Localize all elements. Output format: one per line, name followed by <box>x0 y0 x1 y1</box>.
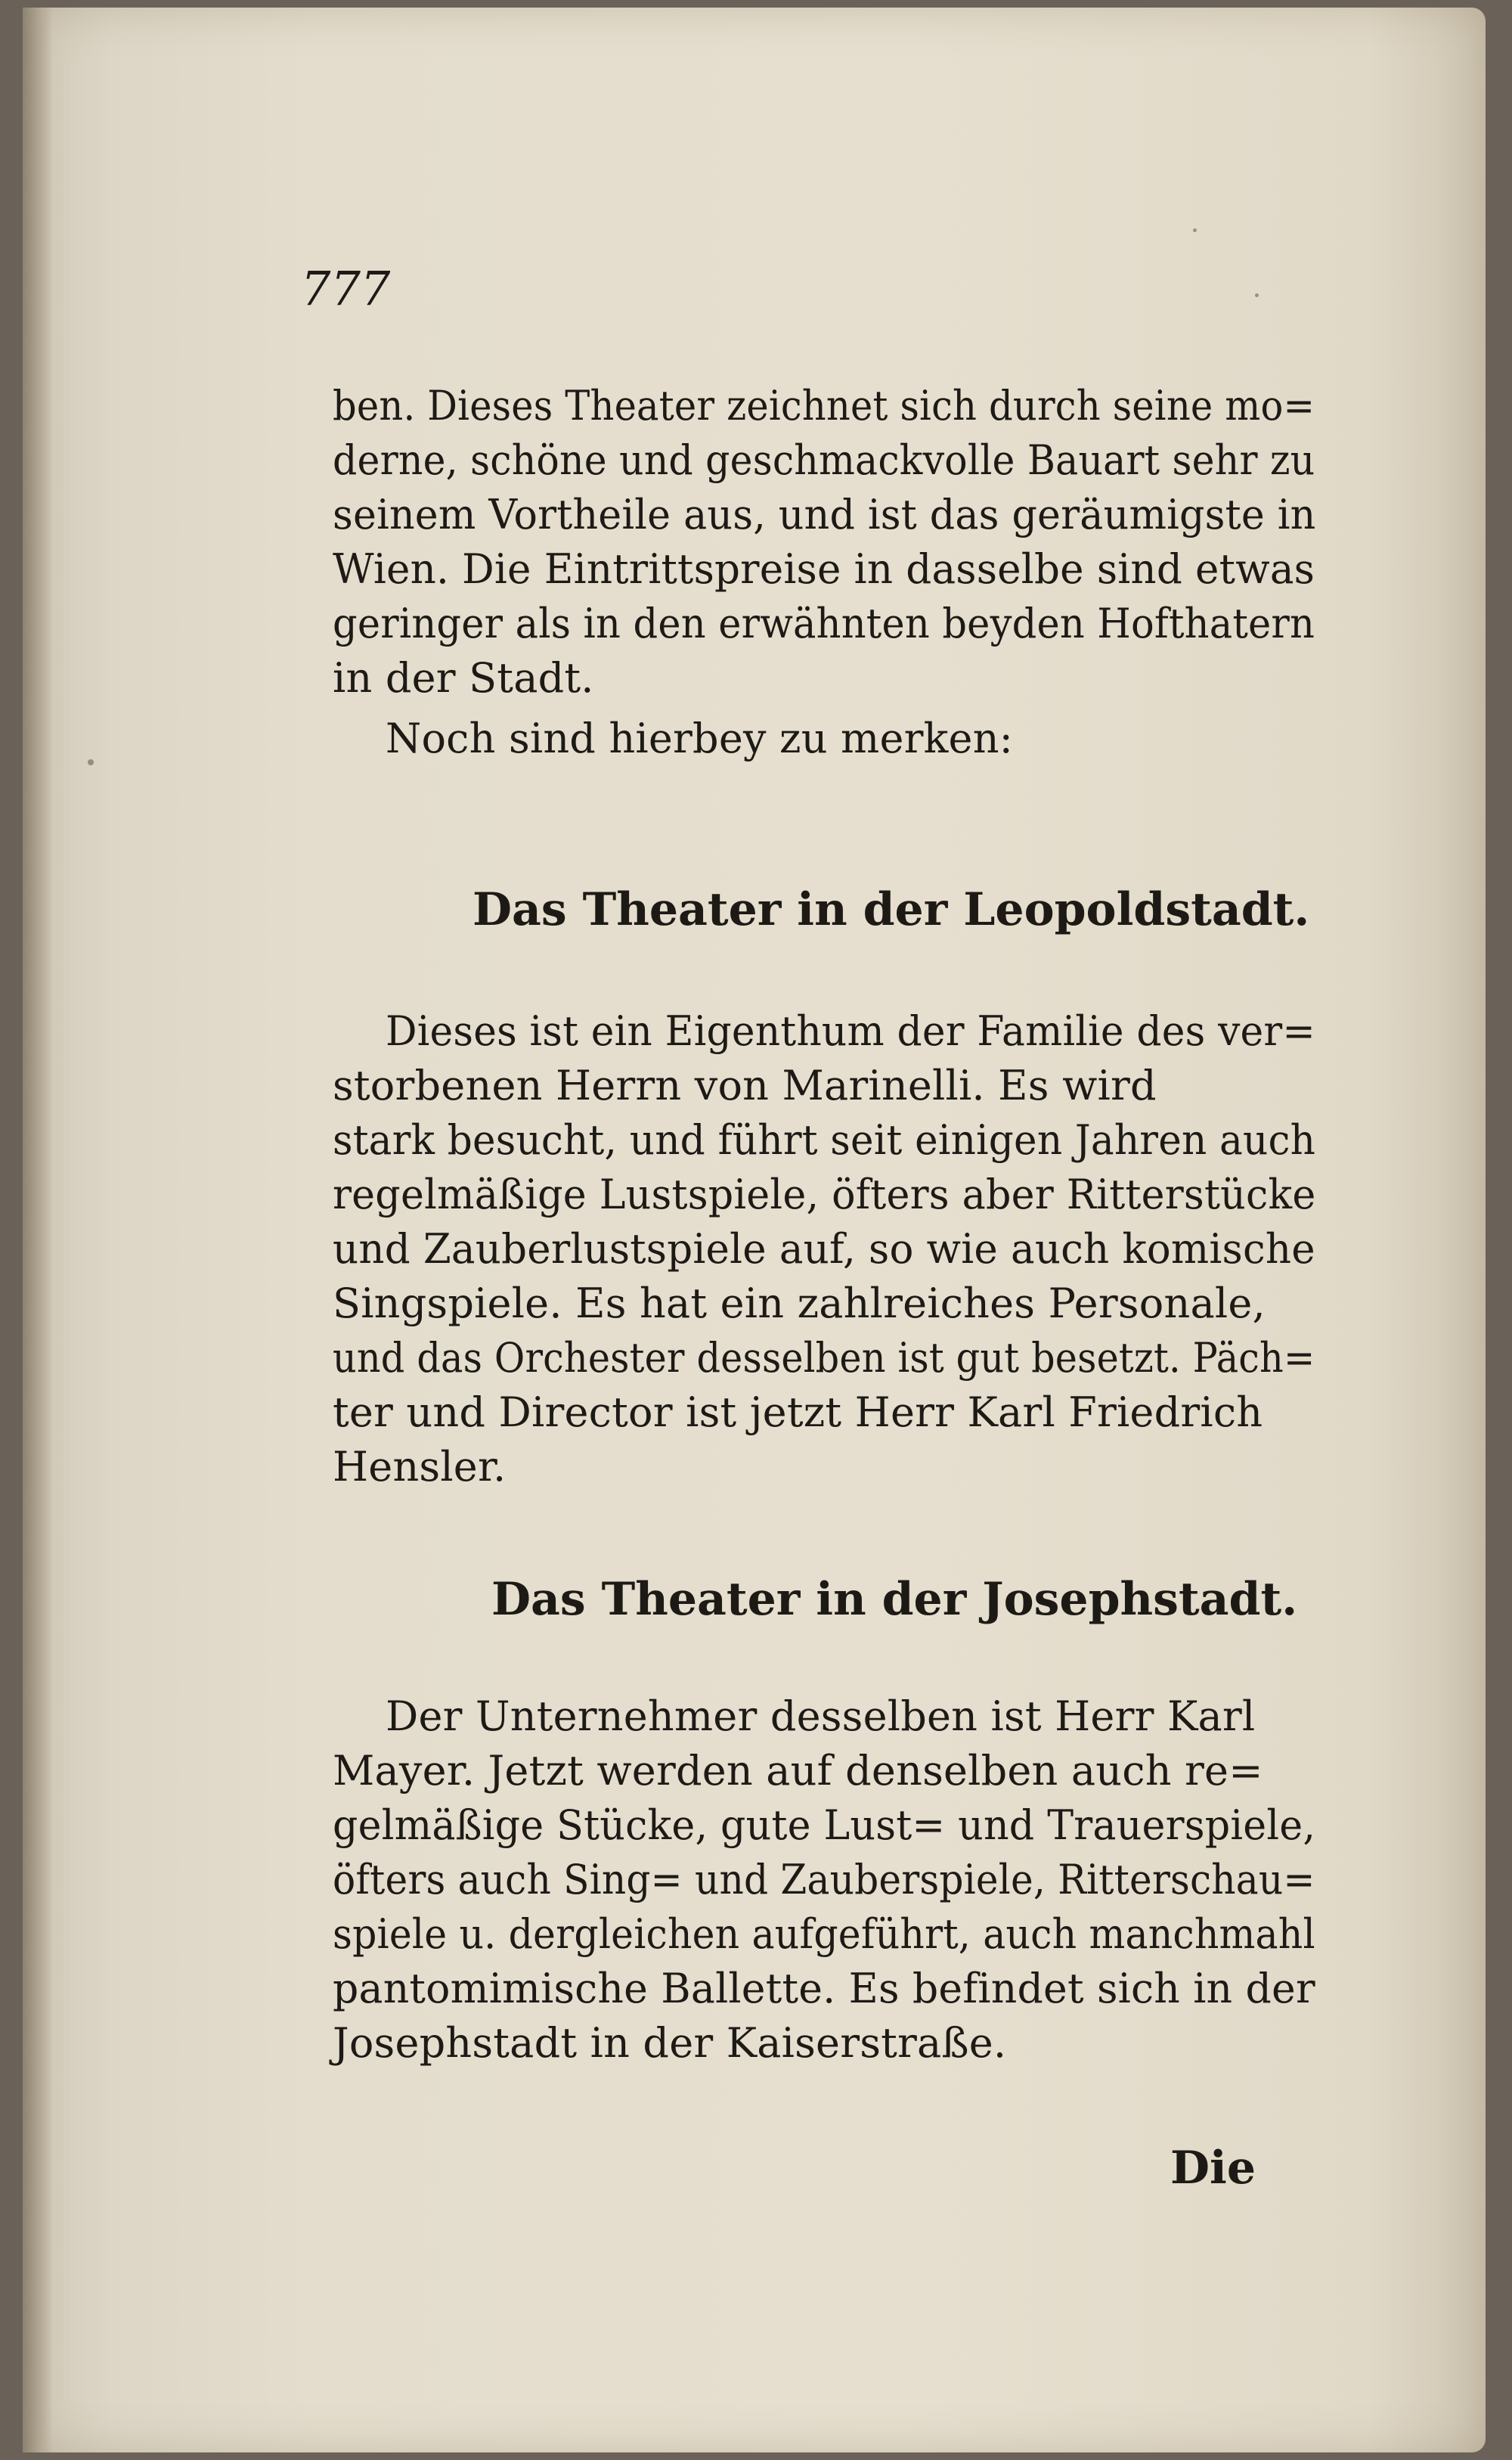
text-line: ben. Dieses Theater zeichnet sich durch seine mo= <box>333 382 1315 430</box>
catchword: Die <box>1170 2142 1256 2195</box>
text-line: derne, schöne und geschmackvolle Bauart sehr zu <box>333 436 1315 484</box>
text-line: pantomimische Ballette. Es befindet sich in der <box>333 1965 1315 2012</box>
text-line: spiele u. dergleichen aufgeführt, auch manchmahl <box>333 1910 1315 1958</box>
text-line: gelmäßige Stücke, gute Lust= und Trauerspiele, <box>333 1801 1316 1849</box>
paper-speck <box>1193 228 1197 232</box>
text-line: und Zauberlustspiele auf, so wie auch komische <box>333 1225 1315 1273</box>
text-line: seinem Vortheile aus, und ist das geräumigste in <box>333 491 1316 538</box>
text-line: Noch sind hierbey zu merken: <box>386 715 1014 762</box>
section-heading: Das Theater in der Josephstadt. <box>491 1573 1298 1626</box>
text-line: Hensler. <box>333 1443 507 1491</box>
text-line: regelmäßige Lustspiele, öfters aber Ritterstücke <box>333 1171 1316 1218</box>
text-line: storbenen Herrn von Marinelli. Es wird <box>333 1062 1157 1109</box>
text-line: Singspiele. Es hat ein zahlreiches Personale, <box>333 1280 1266 1327</box>
paper-speck <box>1255 293 1259 297</box>
text-line: Dieses ist ein Eigenthum der Familie des ver= <box>386 1007 1316 1055</box>
text-line: und das Orchester desselben ist gut besetzt. Päch= <box>333 1334 1315 1382</box>
page-number: 777 <box>301 261 391 316</box>
text-line: Der Unternehmer desselben ist Herr Karl <box>386 1692 1256 1740</box>
text-line: in der Stadt. <box>333 654 594 702</box>
text-line: ter und Director ist jetzt Herr Karl Friedrich <box>333 1388 1263 1436</box>
text-line: Josephstadt in der Kaiserstraße. <box>333 2019 1007 2067</box>
book-gutter <box>23 8 53 2452</box>
section-heading: Das Theater in der Leopoldstadt. <box>472 883 1310 936</box>
text-line: Wien. Die Eintrittspreise in dasselbe sind etwas <box>333 545 1315 593</box>
text-line: geringer als in den erwähnten beyden Hofthatern <box>333 600 1315 647</box>
paper-speck <box>88 759 94 765</box>
text-line: stark besucht, und führt seit einigen Jahren auch <box>333 1116 1316 1164</box>
text-line: Mayer. Jetzt werden auf denselben auch re= <box>333 1747 1263 1795</box>
text-line: öfters auch Sing= und Zauberspiele, Ritterschau= <box>333 1856 1315 1903</box>
